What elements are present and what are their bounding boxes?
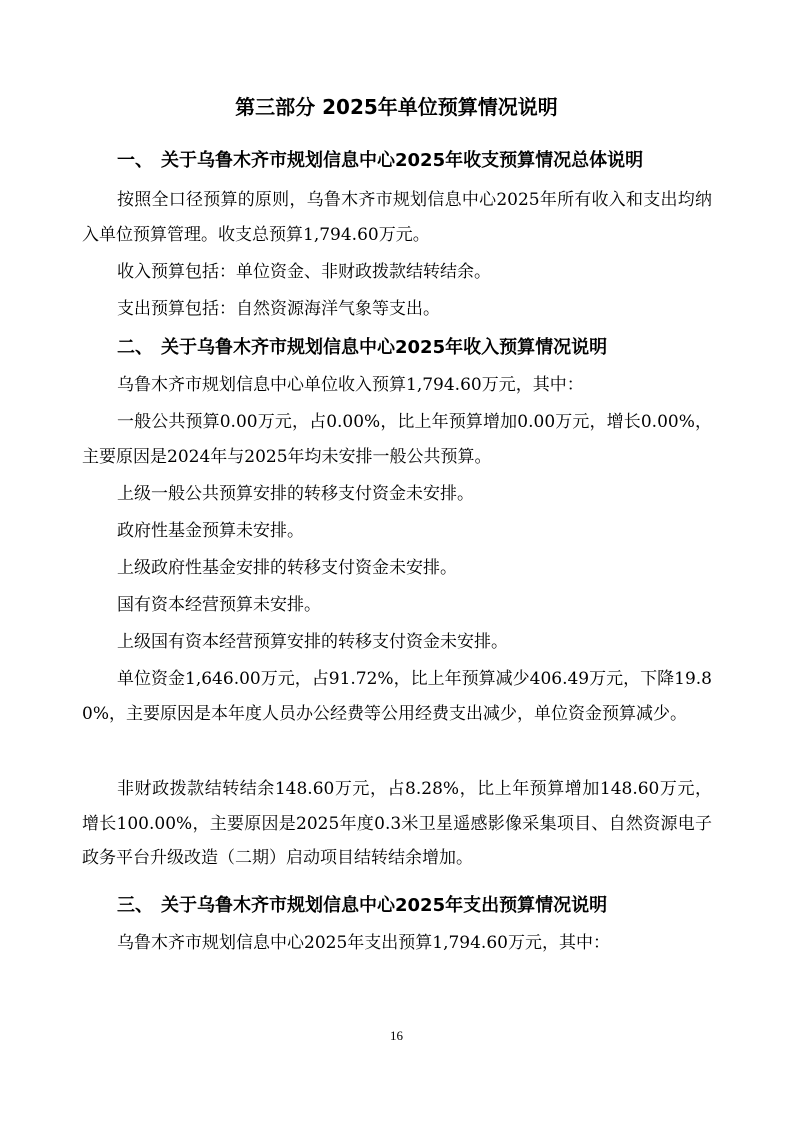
page-number: 16 xyxy=(390,1028,403,1043)
section-heading-text: 关于乌鲁木齐市规划信息中心2025年支出预算情况说明 xyxy=(161,895,608,916)
paragraph: 政府性基金预算未安排。 xyxy=(117,521,304,541)
paragraph: 上级一般公共预算安排的转移支付资金未安排。 xyxy=(117,484,474,504)
page-title: 第三部分 2025年单位预算情况说明 xyxy=(235,95,558,119)
section-heading-2 xyxy=(117,335,607,361)
paragraph: 收入预算包括：单位资金、非财政拨款结转结余。 xyxy=(117,262,491,282)
section-heading-text: 关于乌鲁木齐市规划信息中心2025年收入预算情况说明 xyxy=(161,337,608,358)
section-number: 三、 xyxy=(117,895,153,916)
paragraph: 乌鲁木齐市规划信息中心2025年支出预算1,794.60万元，其中： xyxy=(117,933,610,953)
section-heading-3 xyxy=(117,893,607,919)
paragraph: 一般公共预算0.00万元，占0.00%，比上年预算增加0.00万元，增长0.00%，主要原因是2024年与2025年均未安排一般公共预算。 xyxy=(82,412,712,467)
section-number: 一、 xyxy=(117,150,153,171)
paragraph: 上级政府性基金安排的转移支付资金未安排。 xyxy=(117,558,457,578)
section-number: 二、 xyxy=(117,337,153,358)
paragraph: 按照全口径预算的原则，乌鲁木齐市规划信息中心2025年所有收入和支出均纳入单位预算管理。收支总预算1,794.60万元。 xyxy=(82,190,712,245)
paragraph: 乌鲁木齐市规划信息中心单位收入预算1,794.60万元，其中： xyxy=(117,375,584,395)
paragraph: 单位资金1,646.00万元，占91.72%，比上年预算减少406.49万元，下降19.80%，主要原因是本年度人员办公经费等公用经费支出减少，单位资金预算减少。 xyxy=(82,669,712,724)
paragraph: 国有资本经营预算未安排。 xyxy=(117,595,321,615)
paragraph: 支出预算包括：自然资源海洋气象等支出。 xyxy=(117,299,440,319)
paragraph: 非财政拨款结转结余148.60万元，占8.28%，比上年预算增加148.60万元，增长100.00%，主要原因是2025年度0.3米卫星遥感影像采集项目、自然资源电子政务平台升级改造（二期）启动项目结转结余增加。 xyxy=(82,779,712,868)
paragraph: 上级国有资本经营预算安排的转移支付资金未安排。 xyxy=(117,632,508,652)
section-heading-1 xyxy=(117,148,643,174)
section-heading-text: 关于乌鲁木齐市规划信息中心2025年收支预算情况总体说明 xyxy=(161,150,644,171)
